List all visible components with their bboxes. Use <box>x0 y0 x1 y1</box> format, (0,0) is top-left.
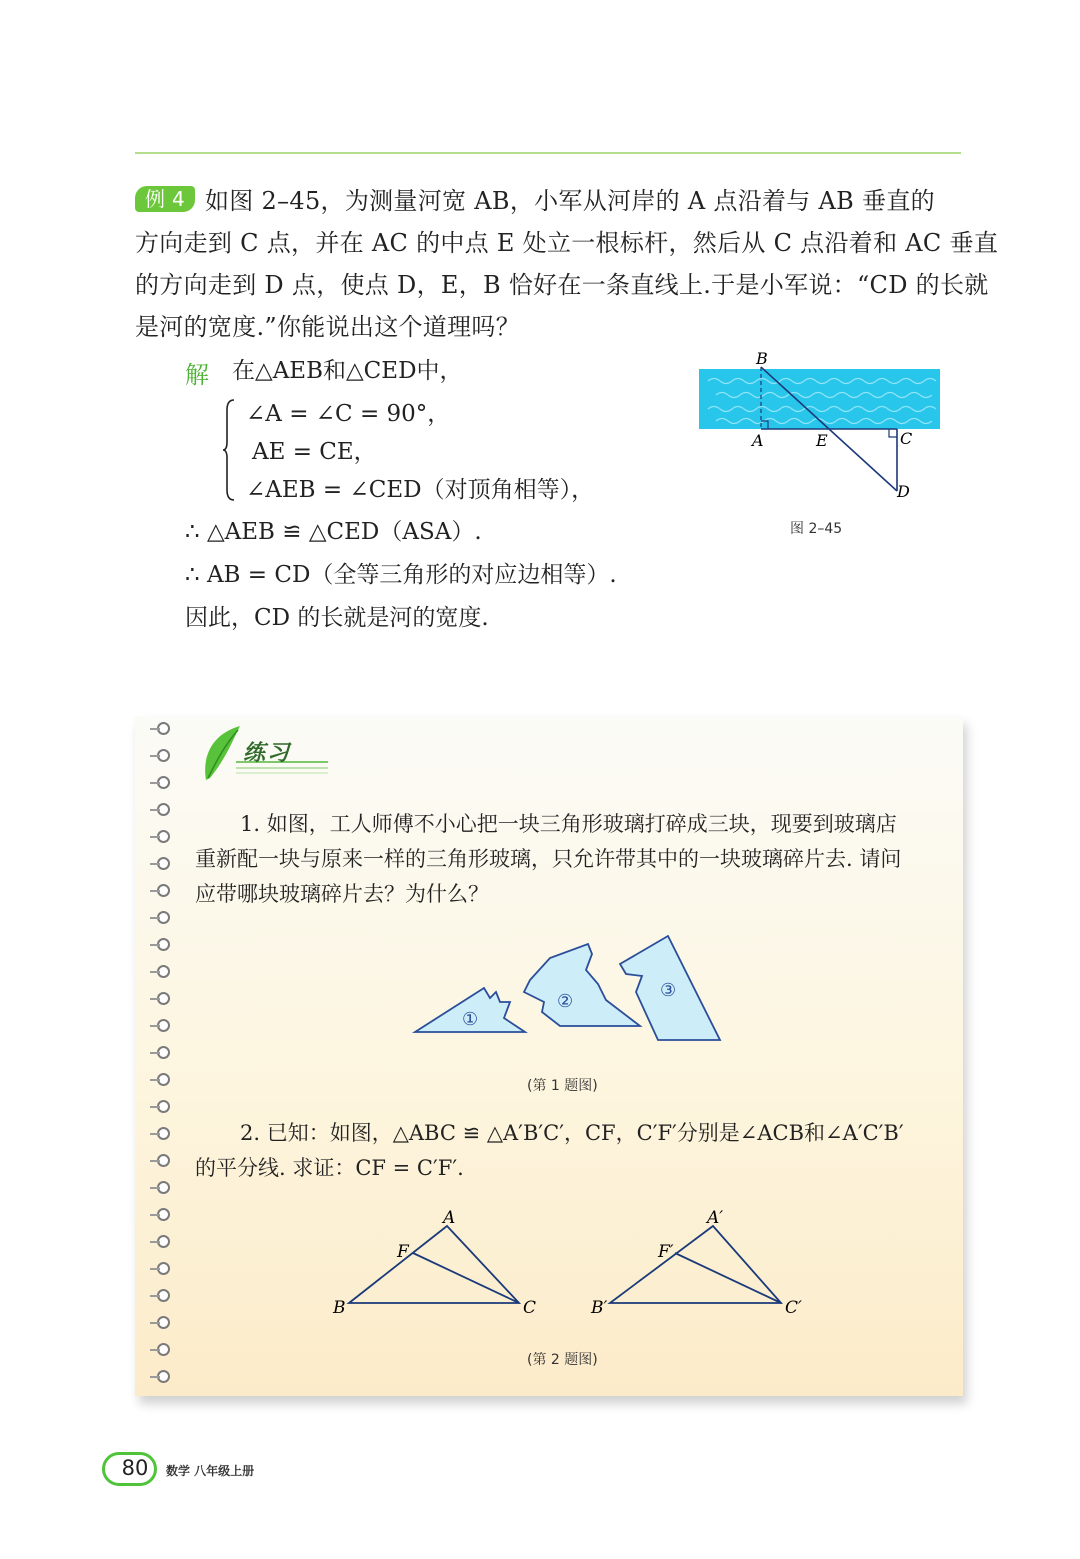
binder-ring <box>157 857 170 870</box>
binder-ring <box>157 992 170 1005</box>
label-C: C <box>900 429 913 448</box>
therefore-2: ∴ AB = CD（全等三角形的对应边相等）. <box>185 562 617 588</box>
label-E: E <box>816 431 828 450</box>
binder-ring <box>157 1343 170 1356</box>
label-B-prime: B′ <box>591 1298 608 1318</box>
label-F: F <box>397 1242 409 1262</box>
label-C-prime: C′ <box>785 1298 802 1318</box>
header-rule <box>135 152 961 154</box>
binder-ring <box>157 965 170 978</box>
binder-ring <box>157 1289 170 1302</box>
binder-ring <box>157 1181 170 1194</box>
example-line-4: 是河的宽度.”你能说出这个道理吗？ <box>135 313 520 341</box>
example-line-1 <box>135 180 970 222</box>
binder-ring <box>157 884 170 897</box>
binder-ring <box>157 830 170 843</box>
label-C: C <box>523 1298 537 1318</box>
book-title: 数学 八年级上册 <box>166 1464 255 1478</box>
binder-ring <box>157 1073 170 1086</box>
glass-piece-3-label: ③ <box>660 980 677 1001</box>
practice-title: 练习 <box>243 741 292 766</box>
glass-pieces-figure <box>410 930 730 1045</box>
binder-ring <box>157 1019 170 1032</box>
figure-2-45 <box>690 345 950 505</box>
example-text-1: 如图 2–45，为测量河宽 AB，小军从河岸的 A 点沿着与 AB 垂直的 <box>204 187 935 215</box>
label-A-prime: A′ <box>707 1208 724 1228</box>
question-2-line-1: 2. 已知：如图，△ABC ≌ △A′B′C′，CF，C′F′分别是∠ACB和∠A′C′B′ <box>240 1121 904 1145</box>
label-A: A <box>443 1208 456 1228</box>
label-B: B <box>756 349 768 368</box>
page-number: 80 <box>121 1456 149 1480</box>
figure-2-caption: (第 2 题图) <box>527 1352 598 1368</box>
binder-ring <box>157 776 170 789</box>
binder-ring <box>157 749 170 762</box>
condition-1: ∠A = ∠C = 90°， <box>246 401 451 427</box>
label-D: D <box>897 482 910 501</box>
binder-ring <box>157 938 170 951</box>
figure-1-caption: (第 1 题图) <box>527 1078 598 1094</box>
binder-ring <box>157 722 170 735</box>
binder-ring <box>157 911 170 924</box>
brace-icon <box>222 398 236 502</box>
label-B: B <box>333 1298 346 1318</box>
binder-ring <box>157 1370 170 1383</box>
conclusion: 因此，CD 的长就是河的宽度. <box>185 605 489 631</box>
binder-ring <box>157 1262 170 1275</box>
therefore-1: ∴ △AEB ≌ △CED（ASA）. <box>185 519 482 545</box>
example-line-3: 的方向走到 D 点，使点 D，E，B 恰好在一条直线上.于是小军说：“CD 的长就 <box>135 271 989 299</box>
binder-ring <box>157 803 170 816</box>
binder-ring <box>157 1235 170 1248</box>
glass-piece-2 <box>524 944 640 1026</box>
triangles-figure <box>325 1205 815 1325</box>
question-1-line-2: 重新配一块与原来一样的三角形玻璃，只允许带其中的一块玻璃碎片去. 请问 <box>195 847 902 871</box>
glass-piece-2-label: ② <box>557 991 574 1012</box>
glass-piece-1-label: ① <box>462 1009 479 1030</box>
label-A: A <box>752 431 764 450</box>
binder-ring <box>157 1208 170 1221</box>
solution-label: 解 <box>185 361 209 389</box>
question-2-line-2: 的平分线. 求证：CF = C′F′. <box>195 1156 464 1180</box>
binder-ring <box>157 1100 170 1113</box>
label-F-prime: F′ <box>658 1242 674 1262</box>
example-tag: 例 4 <box>135 186 195 212</box>
example-line-2: 方向走到 C 点，并在 AC 的中点 E 处立一根标杆，然后从 C 点沿着和 AC 垂直 <box>135 229 999 257</box>
condition-3: ∠AEB = ∠CED（对顶角相等）， <box>246 477 595 503</box>
condition-2: AE = CE， <box>252 439 377 465</box>
question-1-line-1: 1. 如图，工人师傅不小心把一块三角形玻璃打碎成三块，现要到玻璃店 <box>240 812 897 836</box>
binder-ring <box>157 1316 170 1329</box>
solution-intro: 在△AEB和△CED中， <box>232 358 463 384</box>
figure-2-45-caption: 图 2–45 <box>790 521 843 537</box>
binder-ring <box>157 1154 170 1167</box>
question-1-line-3: 应带哪块玻璃碎片去？为什么？ <box>195 882 489 906</box>
binder-ring <box>157 1046 170 1059</box>
binder-ring <box>157 1127 170 1140</box>
